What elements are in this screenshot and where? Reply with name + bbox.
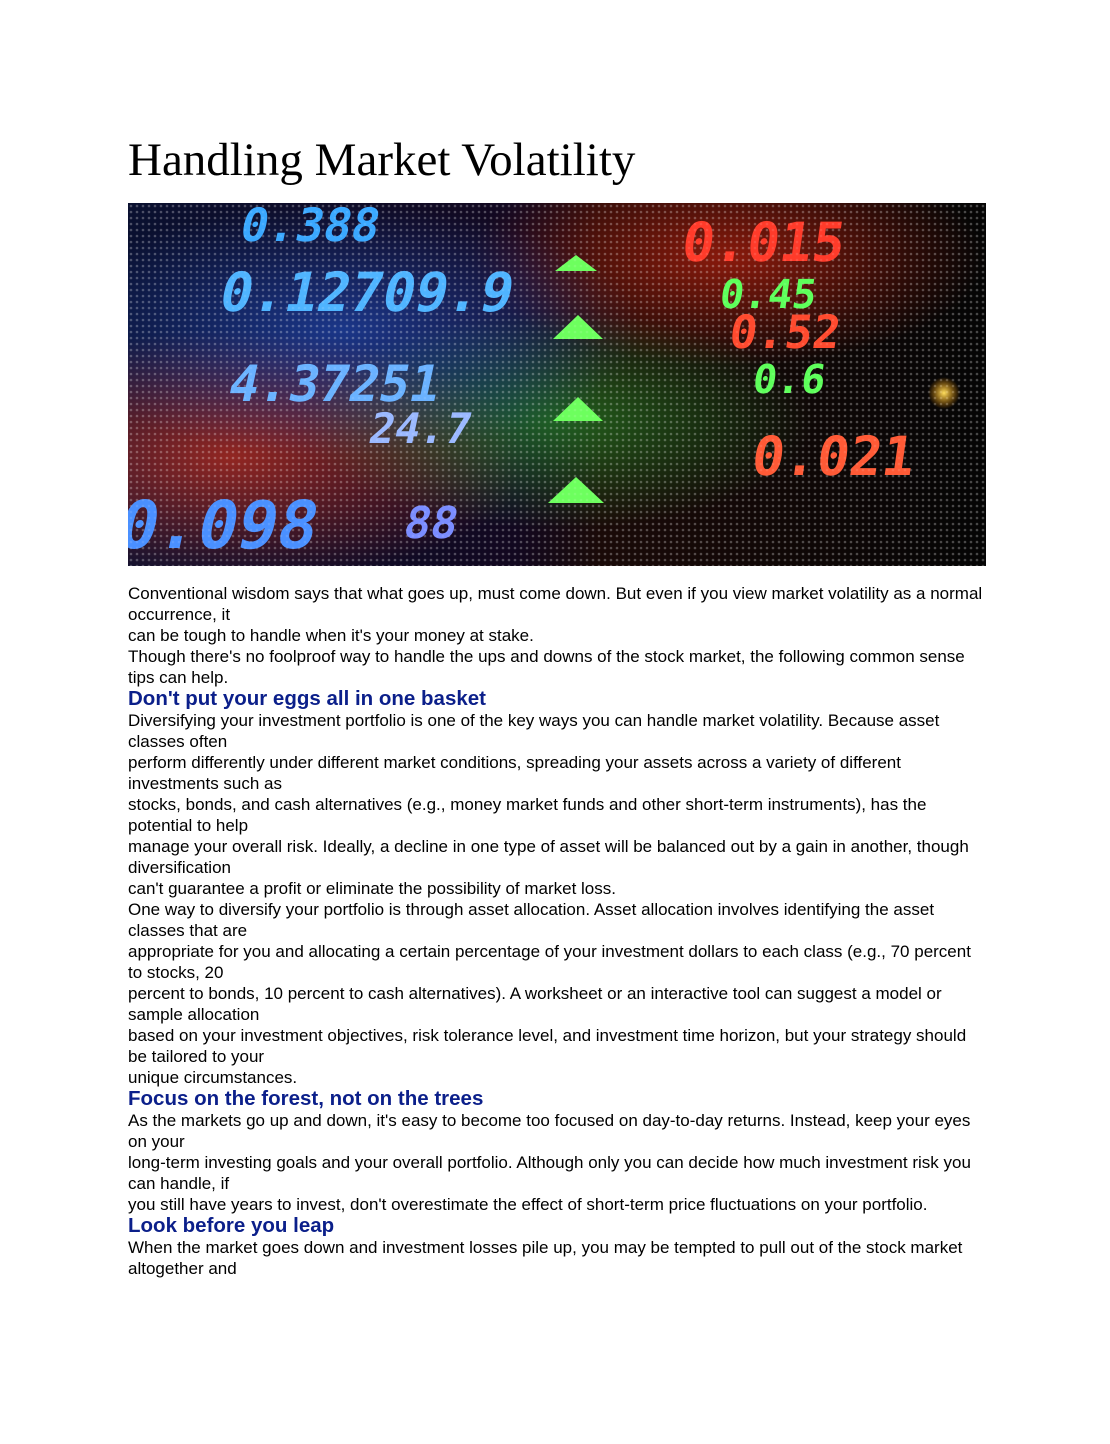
section-heading-look-before-leap: Look before you leap <box>128 1214 335 1237</box>
section-text: based on your investment objectives, risk tolerance level, and investment time horizon, but your strategy should be tailored to your <box>128 1026 967 1066</box>
section-text: long-term investing goals and your overall portfolio. Although only you can decide how much investment risk you can handle, if <box>128 1153 971 1193</box>
section-text: As the markets go up and down, it's easy to become too focused on day-to-day returns. Instead, keep your eyes on your <box>128 1111 971 1151</box>
stock-ticker-image <box>128 203 986 566</box>
section-heading-forest: Focus on the forest, not on the trees <box>128 1087 484 1110</box>
section-text: percent to bonds, 10 percent to cash alternatives). A worksheet or an interactive tool can suggest a model or sample allocation <box>128 984 942 1024</box>
ticker-board-graphic <box>128 203 986 566</box>
intro-paragraph: can be tough to handle when it's your money at stake. <box>128 626 534 645</box>
section-text: One way to diversify your portfolio is through asset allocation. Asset allocation involves identifying the asset classes that are <box>128 900 935 940</box>
intro-paragraph: Though there's no foolproof way to handle the ups and downs of the stock market, the following common sense tips can help. <box>128 647 965 687</box>
intro-paragraph: Conventional wisdom says that what goes up, must come down. But even if you view market volatility as a normal occurrence, it <box>128 584 983 624</box>
section-text: Diversifying your investment portfolio is one of the key ways you can handle market volatility. Because asset classes often <box>128 711 940 751</box>
section-text: When the market goes down and investment losses pile up, you may be tempted to pull out of the stock market altogether and <box>128 1238 963 1278</box>
article-body <box>128 583 986 1279</box>
section-text: appropriate for you and allocating a certain percentage of your investment dollars to each class (e.g., 70 percent to stocks, 20 <box>128 942 971 982</box>
section-text: stocks, bonds, and cash alternatives (e.g., money market funds and other short-term instruments), has the potential to help <box>128 795 927 835</box>
page-title: Handling Market Volatility <box>128 134 636 186</box>
section-text: you still have years to invest, don't overestimate the effect of short-term price fluctuations on your portfolio. <box>128 1195 928 1214</box>
section-text: manage your overall risk. Ideally, a decline in one type of asset will be balanced out by a gain in another, though diversification <box>128 837 969 877</box>
section-text: perform differently under different market conditions, spreading your assets across a variety of different investments such as <box>128 753 901 793</box>
section-text: can't guarantee a profit or eliminate the possibility of market loss. <box>128 879 616 898</box>
section-heading-diversify: Don't put your eggs all in one basket <box>128 687 486 710</box>
section-text: unique circumstances. <box>128 1068 298 1087</box>
